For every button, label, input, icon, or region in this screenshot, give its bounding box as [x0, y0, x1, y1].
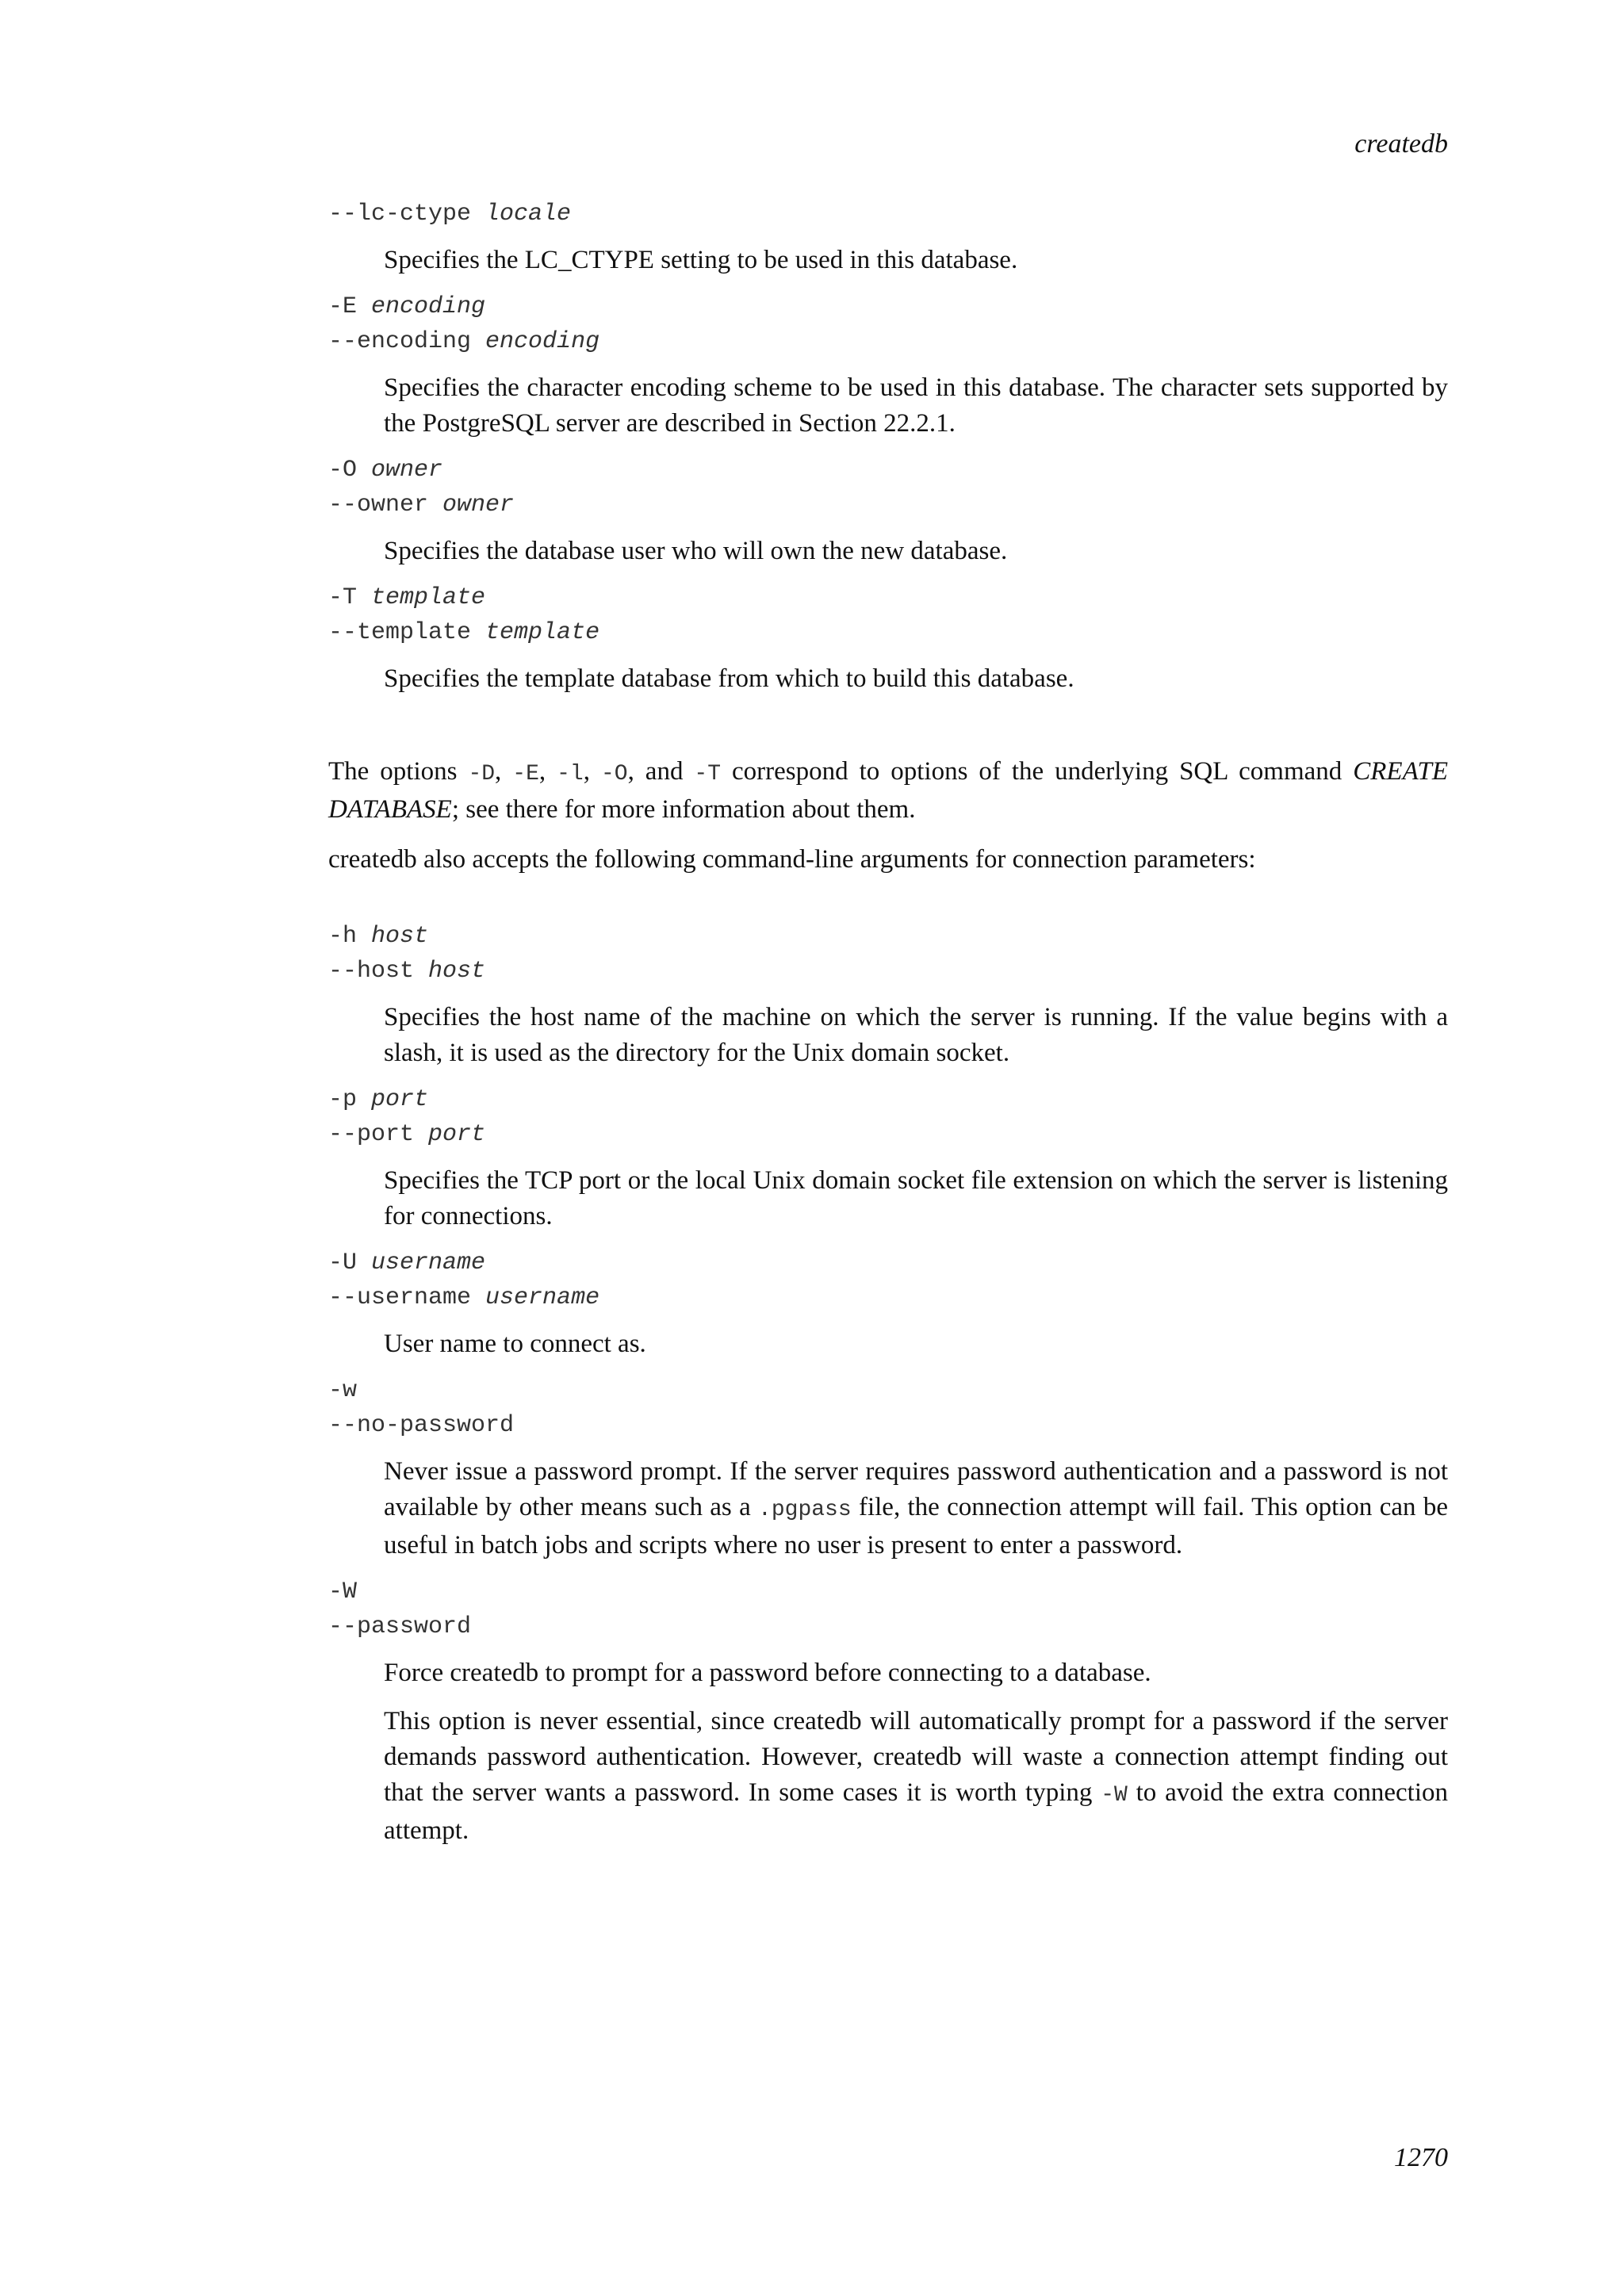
description-text: Specifies the LC_CTYPE setting to be used in this database.	[384, 246, 1018, 274]
option-term	[328, 1373, 1448, 1408]
option-entry-username	[328, 1246, 1448, 1362]
description-text: Specifies the character encoding scheme to be used in this database. The character sets supported by the PostgreSQL server are described in Section 22.2.1.	[384, 373, 1448, 438]
option-description	[384, 1454, 1448, 1563]
option-entry-password	[328, 1575, 1448, 1849]
option-term	[328, 289, 1448, 324]
option-arg: port	[428, 1121, 486, 1148]
option-arg: owner	[371, 457, 443, 484]
inline-code: -l	[557, 762, 584, 786]
option-entry-encoding	[328, 289, 1448, 442]
option-term	[328, 580, 1448, 615]
inline-code: -W	[1101, 1783, 1128, 1808]
option-entry-owner	[328, 453, 1448, 569]
option-arg: host	[371, 923, 429, 950]
option-flag: -T	[328, 584, 358, 611]
option-term	[328, 1246, 1448, 1280]
option-flag: --port	[328, 1121, 415, 1148]
page-number: 1270	[1394, 2143, 1448, 2172]
paragraph-options-correspond	[328, 754, 1448, 828]
option-arg: encoding	[485, 328, 600, 355]
text-run: This option is never essential, since createdb will automatically prompt for a password if the server demands password authentication. However, createdb will waste a connection attempt finding out that the server wants a password. In some cases it is worth typing	[384, 1707, 1448, 1807]
option-entry-host	[328, 919, 1448, 1071]
option-flag: --username	[328, 1284, 472, 1311]
description-text: Specifies the TCP port or the local Unix domain socket file extension on which the server is listening for connections.	[384, 1166, 1448, 1230]
option-flag: -p	[328, 1086, 358, 1113]
option-description	[384, 1163, 1448, 1234]
description-text: Force createdb to prompt for a password before connecting to a database.	[384, 1659, 1151, 1687]
option-arg: username	[485, 1284, 600, 1311]
option-arg: template	[371, 584, 486, 611]
running-header: createdb	[1354, 129, 1448, 159]
description-text: Specifies the database user who will own the new database.	[384, 537, 1008, 565]
option-description	[384, 370, 1448, 442]
description-text	[384, 1454, 1448, 1563]
command-reference: CREATE DATABASE	[328, 757, 1449, 824]
text-run: Never issue a password prompt. If the server requires password authentication and a password is not available by other means such as a	[384, 1457, 1448, 1521]
option-flag: -U	[328, 1249, 358, 1276]
option-term	[328, 324, 1448, 359]
option-term	[328, 1117, 1448, 1152]
description-text	[384, 1704, 1448, 1849]
option-term	[328, 197, 1448, 232]
option-arg: template	[485, 619, 600, 646]
option-flag: -W	[328, 1578, 358, 1605]
option-arg: owner	[442, 492, 515, 519]
inline-code: -D	[468, 762, 496, 786]
text-run: correspond to options of the underlying SQL command	[721, 757, 1354, 786]
inline-code: -E	[512, 762, 539, 786]
option-arg: port	[371, 1086, 429, 1113]
description-text: Specifies the template database from which to build this database.	[384, 664, 1074, 693]
option-flag: -w	[328, 1377, 358, 1404]
inline-code: .pgpass	[758, 1498, 852, 1522]
option-flag: --no-password	[328, 1412, 515, 1439]
option-entry-port	[328, 1082, 1448, 1234]
text-run: to avoid the extra connection attempt.	[384, 1778, 1448, 1845]
page-content	[328, 197, 1448, 1860]
option-term	[328, 453, 1448, 488]
option-list-connection	[328, 919, 1448, 1849]
option-list-database	[328, 197, 1448, 697]
option-description	[384, 1326, 1448, 1362]
option-flag: --lc-ctype	[328, 201, 472, 228]
option-term	[328, 954, 1448, 989]
option-flag: --owner	[328, 492, 429, 519]
text-run: The options	[328, 757, 469, 786]
option-term	[328, 488, 1448, 522]
text-run: ,	[538, 757, 557, 786]
text-run: file, the connection attempt will fail. This option can be useful in batch jobs and scripts where no user is present to enter a password.	[384, 1493, 1448, 1559]
option-description	[384, 243, 1448, 278]
option-arg: username	[371, 1249, 486, 1276]
text-run: ,	[583, 757, 601, 786]
option-entry-template	[328, 580, 1448, 697]
description-text: Specifies the host name of the machine on which the server is running. If the value begins with a slash, it is used as the directory for the Unix domain socket.	[384, 1003, 1448, 1067]
option-arg: locale	[485, 201, 572, 228]
option-term	[328, 1575, 1448, 1609]
option-flag: -E	[328, 293, 358, 320]
text-run: ,	[495, 757, 513, 786]
option-arg: encoding	[371, 293, 486, 320]
paragraph-connection-intro: createdb also accepts the following command-line arguments for connection parameters:	[328, 845, 1256, 874]
option-description	[384, 534, 1448, 569]
option-entry-no-password	[328, 1373, 1448, 1563]
option-flag: --encoding	[328, 328, 472, 355]
option-entry-lc-ctype	[328, 197, 1448, 278]
option-term	[328, 919, 1448, 954]
text-run: , and	[627, 757, 695, 786]
option-description	[384, 1655, 1448, 1849]
option-flag: --password	[328, 1613, 472, 1640]
option-flag: --host	[328, 958, 415, 985]
option-flag: -h	[328, 923, 358, 950]
text-run: ; see there for more information about them.	[451, 795, 916, 824]
option-description	[384, 661, 1448, 697]
option-term	[328, 615, 1448, 650]
option-term	[328, 1082, 1448, 1117]
option-arg: host	[428, 958, 486, 985]
option-flag: -O	[328, 457, 358, 484]
option-description	[384, 1000, 1448, 1071]
option-term	[328, 1609, 1448, 1644]
inline-code: -O	[600, 762, 628, 786]
option-term	[328, 1280, 1448, 1315]
option-term	[328, 1408, 1448, 1443]
option-flag: --template	[328, 619, 472, 646]
inline-code: -T	[694, 762, 722, 786]
description-text: User name to connect as.	[384, 1330, 646, 1358]
